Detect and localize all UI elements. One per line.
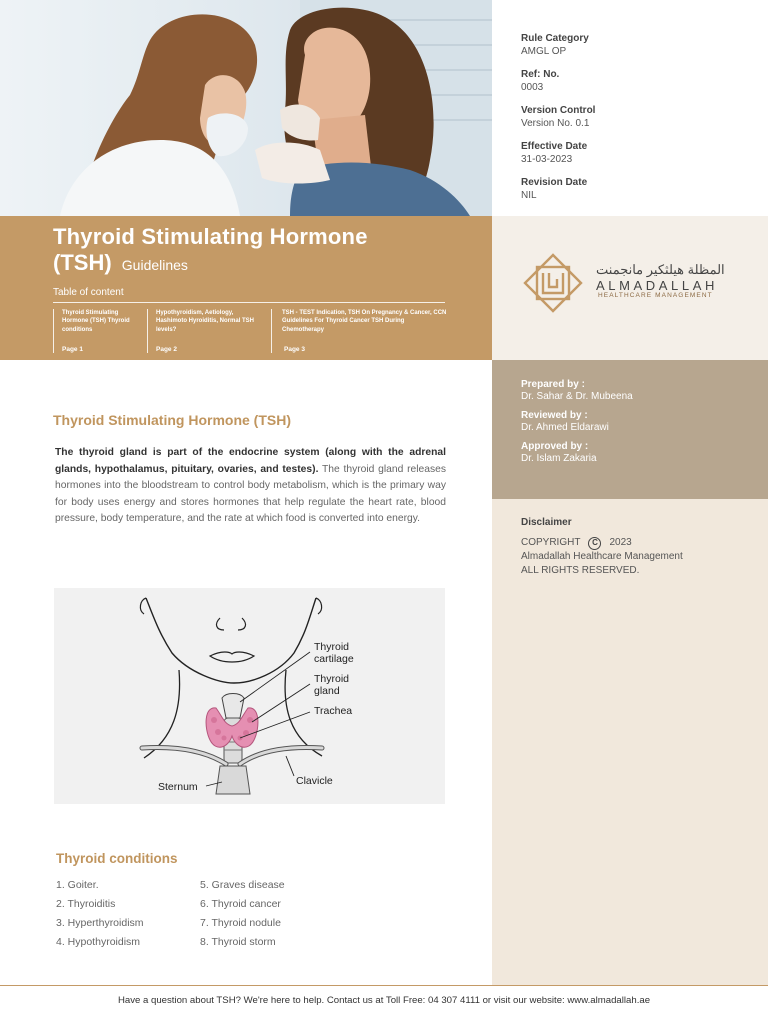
conditions-list-2	[200, 878, 285, 954]
approved-by: Approved by : Dr. Islam Zakaria	[521, 441, 597, 464]
list-item: 2. Thyroiditis	[56, 898, 116, 910]
toc-page-number: Page 1	[62, 346, 83, 353]
thyroid-anatomy-figure	[54, 588, 445, 804]
label-thyroid-gland-1: Thyroid	[314, 673, 350, 685]
copyright-line	[521, 536, 768, 550]
logo-arabic-name: المظلة هيلثكير مانجمنت	[596, 262, 725, 277]
label-trachea: Trachea	[314, 705, 353, 717]
copyright-word: COPYRIGHT	[521, 537, 581, 548]
label-clavicle: Clavicle	[296, 775, 333, 787]
label-thyroid-cartilage-1: Thyroid	[314, 641, 350, 653]
meta-effective-date: Effective Date 31-03-2023	[521, 141, 588, 165]
list-item: 3. Hyperthyroidism	[56, 917, 144, 929]
toc-topics: Hypothyroidism, Aetiology, Hashimoto Hyroiditis, Normal TSH levels?	[156, 310, 255, 333]
almadallah-logo-mark-icon	[522, 252, 584, 314]
conditions-title: Thyroid conditions	[56, 851, 178, 866]
list-item: 1. Goiter.	[56, 879, 99, 891]
toc-entry-page-2[interactable]	[147, 309, 271, 353]
toc-page-number: Page 3	[284, 346, 305, 353]
intro-paragraph	[55, 445, 446, 528]
page-subtitle: Guidelines	[121, 257, 188, 273]
meta-ref-no: Ref: No. 0003	[521, 69, 560, 93]
label-thyroid-gland-2: gland	[314, 685, 340, 697]
copyright-year: 2023	[609, 537, 632, 548]
title-abbreviation: (TSH)	[53, 250, 112, 275]
meta-version-control: Version Control Version No. 0.1	[521, 105, 596, 129]
title-band	[0, 216, 492, 360]
label-sternum: Sternum	[158, 781, 198, 793]
toc-entry-page-3[interactable]	[271, 309, 445, 353]
page-title: Thyroid Stimulating Hormone	[53, 224, 368, 249]
hero-photo	[0, 0, 492, 216]
label-thyroid-cartilage-2: cartilage	[314, 653, 354, 665]
prepared-by: Prepared by : Dr. Sahar & Dr. Mubeena	[521, 379, 633, 402]
table-of-contents	[53, 309, 492, 353]
toc-heading: Table of content	[53, 287, 445, 303]
page-title-abbr	[53, 250, 492, 278]
footer-contact: Have a question about TSH? We're here to help. Contact us at Toll Free: 04 307 4111 or visit our website: www.almadallah.ae	[0, 985, 768, 1024]
section-title: Thyroid Stimulating Hormone (TSH)	[53, 412, 291, 428]
list-item: 4. Hypothyroidism	[56, 936, 141, 948]
approvals-panel	[492, 360, 768, 499]
disclaimer-panel	[492, 499, 768, 985]
logo-panel	[492, 216, 768, 360]
copyright-company: Almadallah Healthcare Management	[521, 551, 683, 562]
meta-revision-date: Revision Date NIL	[521, 177, 588, 201]
toc-topics: TSH - TEST Indication, TSH On Pregnancy & Cancer, CCN Guidelines For Thyroid Cancer TSH During Chemotherapy	[282, 310, 447, 333]
reviewed-by: Reviewed by : Dr. Ahmed Eldarawi	[521, 410, 609, 433]
conditions-list-1	[56, 878, 144, 954]
intro-bold: The thyroid gland is part of the endocrine system (along with the adrenal glands, hypothalamus, pituitary, ovaries, and testes).	[55, 447, 446, 475]
meta-rule-category: Rule Category AMGL OP	[521, 33, 589, 57]
list-item: 7. Thyroid nodule	[200, 917, 281, 929]
list-item: 8. Thyroid storm	[200, 936, 276, 948]
toc-topics: Thyroid Stimulating Hormone (TSH) Thyroid conditions	[62, 310, 130, 333]
intro-text: The thyroid gland releases hormones into the bloodstream to control body metabolism, which is the primary way for body uses energy and stores hormones that help regulate the heart rate, blood pressure, body temperature, and the rate at which food is converted into energy.	[55, 463, 446, 525]
toc-entry-page-1[interactable]	[53, 309, 147, 353]
copyright-icon: C	[588, 537, 601, 550]
logo-tagline: HEALTHCARE MANAGEMENT	[598, 292, 713, 299]
disclaimer-label: Disclaimer	[521, 517, 572, 528]
list-item: 6. Thyroid cancer	[200, 898, 281, 910]
document-meta	[492, 0, 768, 216]
logo-name: ALMADALLAH	[596, 278, 718, 293]
toc-page-number: Page 2	[156, 346, 177, 353]
list-item: 5. Graves disease	[200, 879, 285, 891]
copyright-rights: ALL RIGHTS RESERVED.	[521, 565, 640, 576]
